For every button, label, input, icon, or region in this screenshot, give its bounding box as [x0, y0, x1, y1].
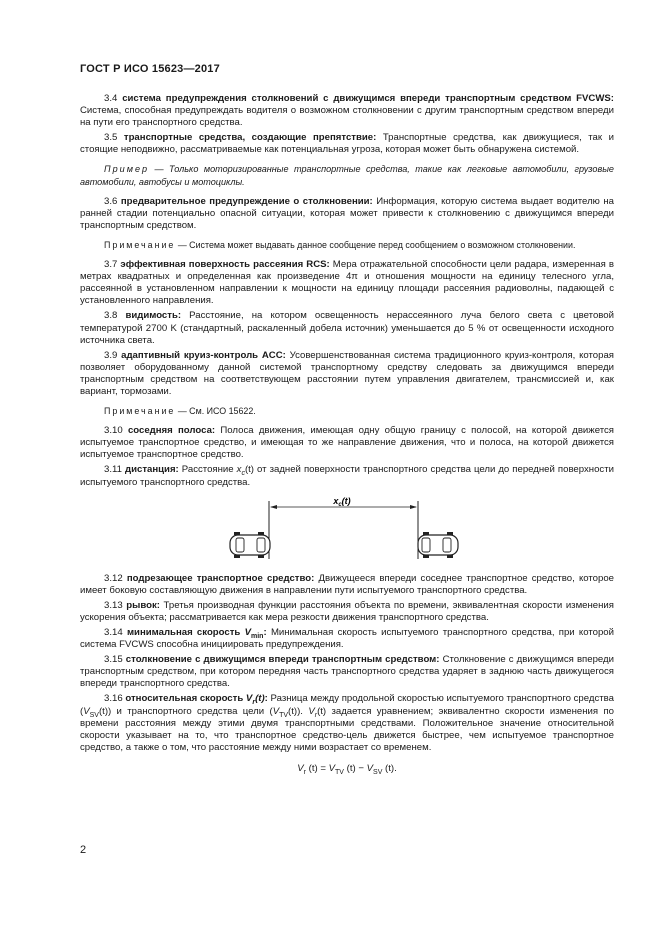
note-label: Примечание — [104, 239, 176, 250]
term: предварительное предупреждение о столкновении: — [120, 195, 373, 207]
definition-3-9: 3.9 адаптивный круиз-контроль ACC: Усовершенствованная система традиционного круиз-контроля, которая позволяет оборудованному данной системой транспортному средству следовать за движущимся впереди транспортным средством на соответствующем расстоянии путем управления двигателем, трансмиссией и, как вариант, тормозами. — [80, 349, 615, 397]
definition-3-13: 3.13 рывок: Третья производная функции расстояния объекта по времени, эквивалентная скорости изменения ускорения объекта; рассматривается как мера резкости движения транспортного средства. — [80, 599, 614, 623]
term: минимальная скорость — [126, 627, 245, 638]
definition-3-5: 3.5 транспортные средства, создающие препятствие: Транспортные средства, как движущиеся, так и стоящие неподвижно, рассматриваемые как потенциальная угроза, которая может быть обнаружена системой. — [80, 132, 614, 156]
definition-3-4: 3.4 система предупреждения столкновений с движущимся впереди транспортным средством FVCWS: Система, способная предупреждать водителя о возможном столкновении с другим транспортным средством впереди на пути его транспортного средства. — [80, 93, 614, 129]
definition-3-15: 3.15 столкновение с движущимся впереди транспортным средством: Столкновение с движущимся впереди транспортным средством, при котором передняя часть транспортного средства ударяет в заднюю часть движущегося впереди транспортного средства. — [80, 654, 614, 690]
definition-3-14: 3.14 минимальная скорость $V_{min}$: Минимальная скорость испытуемого транспортного средства, при которой система FVCWS способна инициировать предупреждения. — [80, 627, 615, 651]
distance-diagram — [80, 497, 614, 567]
term: видимость: — [125, 310, 182, 322]
definition-3-12: 3.12 подрезающее транспортное средство: Движущееся впереди соседнее транспортное средство, которое имеет боковую составляющую движения в направлении пути испытуемого транспортного средства. — [80, 572, 615, 596]
definition-3-6: 3.6 предварительное предупреждение о столкновении: Информация, которую система выдает водителю на ранней стадии потенциально опасной ситуации, которая может привести к столкновению с движущимся впереди транспортным средством. — [80, 195, 614, 231]
note-label: Примечание — [104, 406, 176, 417]
term: столкновение с движущимся впереди транспортным средством: — [125, 654, 440, 666]
definition-3-7: 3.7 эффективная поверхность рассеяния RCS: Мера отражательной способности цели радара, измеренная в метрах квадратных и определенная как произведение 4π и отношения мощности на единицу телесного угла, рассеянной в установленном направлении к мощности на единицу площади рассеяния радиоволны, падающей с установленного направления. — [80, 259, 614, 307]
left-arrow-icon — [270, 505, 277, 509]
document-body — [80, 93, 614, 775]
definition-3-16: 3.16 относительная скорость $V_r(t)$: Разница между продольной скоростью испытуемого транспортного средства $(V_{SV}(t))$ и транспортного средства цели $(V_{TV}(t))$. $V_r(t)$ задается уравнением; эквивалентно скорости изменения по времени расстояния между этими двумя транспортными средствами. Положительное значение относительной скорости указывает на то, что транспортное средство-цель движется быстрее, чем испытуемое транспортное средство, а также о том, что расстояние между ними возрастает со временем. — [80, 693, 614, 753]
term: система предупреждения столкновений с движущимся впереди транспортным средством FVCWS: — [122, 93, 614, 104]
page-number: 2 — [80, 844, 87, 856]
term: относительная скорость — [125, 693, 246, 705]
distance-figure — [80, 497, 614, 567]
definition-3-10: 3.10 соседняя полоса: Полоса движения, имеющая одну общую границу с полосой, на которой движется испытуемое транспортное средство, и имеющая то же направление движения, что и полоса, на которой движется испытуемое транспортное средство. — [80, 425, 615, 461]
definition-3-11: 3.11 дистанция: Расстояние $x_c(t)$ от задней поверхности транспортного средства цели до передней поверхности испытуемого транспортного средства. — [80, 464, 614, 488]
distance-label: $x_c(t)$ — [333, 496, 351, 508]
note-1: Примечание — Система может выдавать данное сообщение перед сообщением о возможном столкновении. — [104, 239, 576, 250]
term: транспортные средства, создающие препятствие: — [123, 132, 377, 144]
term: рывок: — [126, 599, 160, 611]
note-2: Примечание — См. ИСО 15622. — [104, 406, 256, 417]
document-header: ГОСТ Р ИСО 15623—2017 — [80, 63, 220, 75]
example-note: Пример — Только моторизированные транспортные средства, такие как легковые автомобили, грузовые автомобили, автобусы и мотоциклы. — [80, 164, 614, 187]
example-label: Пример — [104, 164, 150, 175]
term: адаптивный круиз-контроль ACC: — [121, 349, 286, 361]
term: эффективная поверхность рассеяния RCS: — [120, 259, 330, 271]
relative-speed-formula: $V_r$ $(t) = V_{TV}$ $(t) - V_{SV}$ (t). — [297, 762, 397, 776]
term: дистанция: — [125, 464, 179, 476]
term: соседняя полоса: — [127, 425, 216, 437]
right-arrow-icon — [410, 505, 417, 509]
definition-3-8: 3.8 видимость: Расстояние, на котором освещенность нерассеянного луча белого света с цветовой температурой 2700 K (стандартный, раскаленный добела источник) уменьшается до 5 % от освещенности исходного источника света. — [80, 310, 614, 346]
term: подрезающее транспортное средство: — [126, 572, 315, 584]
subject-vehicle-icon — [418, 532, 458, 558]
target-vehicle-icon — [230, 532, 270, 558]
